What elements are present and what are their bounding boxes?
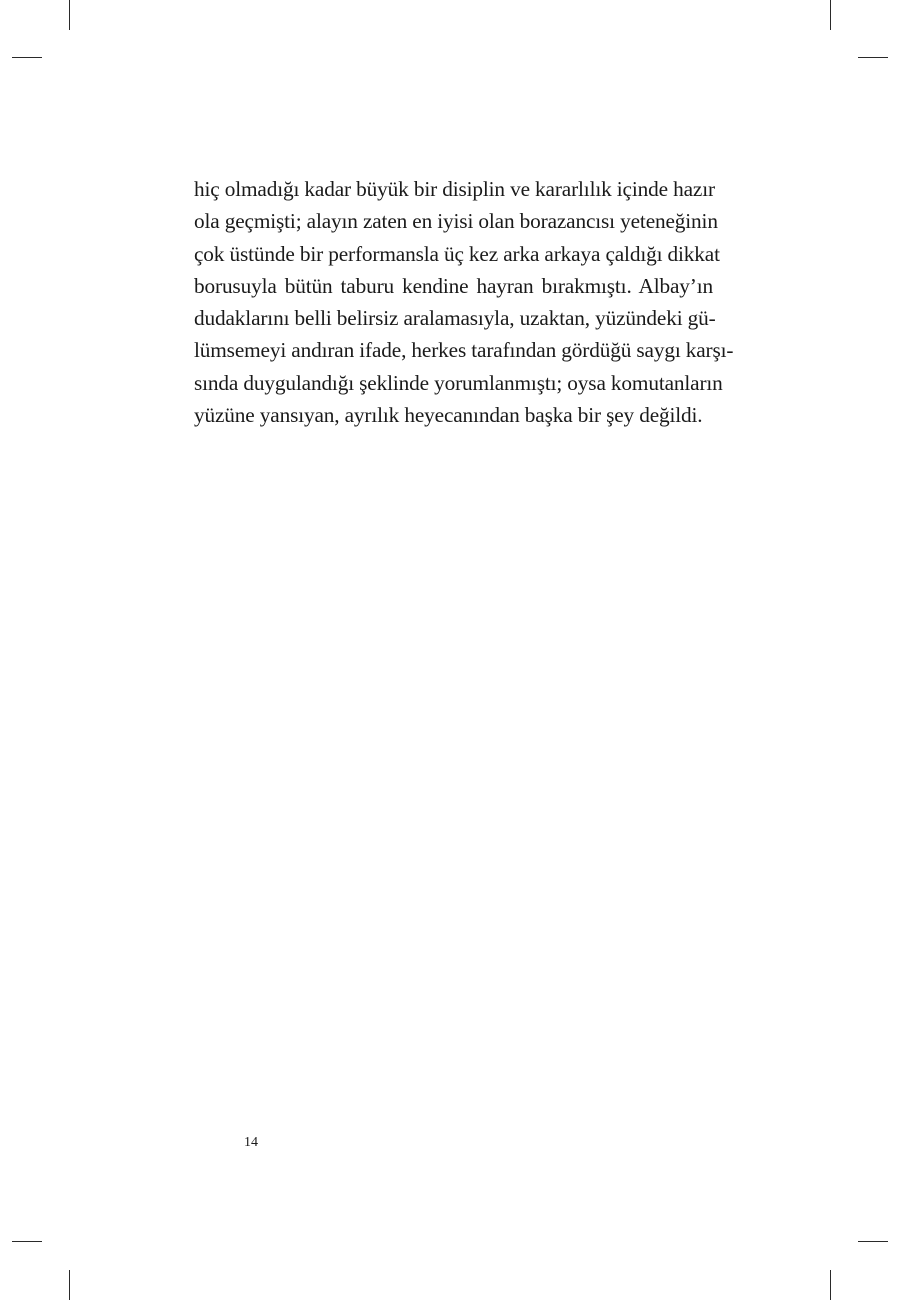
crop-mark-bottom-right-horizontal bbox=[858, 1241, 888, 1242]
text-line: ola geçmişti; alayın zaten en iyisi olan borazancısı yeteneğinin bbox=[194, 209, 718, 234]
crop-mark-bottom-left-vertical bbox=[69, 1270, 70, 1300]
text-line: sında duygulandığı şeklinde yorumlanmıştı; oysa komutanların bbox=[194, 370, 723, 395]
crop-mark-top-left-vertical bbox=[69, 0, 70, 30]
crop-mark-top-left-horizontal bbox=[12, 57, 42, 58]
text-line: lümsemeyi andıran ifade, herkes tarafından gördüğü saygı karşı- bbox=[194, 338, 734, 363]
text-line: dudaklarını belli belirsiz aralamasıyla, uzaktan, yüzündeki gü- bbox=[194, 306, 716, 331]
crop-mark-top-right-vertical bbox=[830, 0, 831, 30]
body-paragraph bbox=[194, 173, 734, 431]
crop-mark-top-right-horizontal bbox=[858, 57, 888, 58]
text-line: borusuyla bütün taburu kendine hayran bırakmıştı. Albay’ın bbox=[194, 273, 713, 298]
text-line: yüzüne yansıyan, ayrılık heyecanından başka bir şey değildi. bbox=[194, 403, 703, 428]
page-number: 14 bbox=[244, 1135, 258, 1150]
crop-mark-bottom-right-vertical bbox=[830, 1270, 831, 1300]
text-line: hiç olmadığı kadar büyük bir disiplin ve kararlılık içinde hazır bbox=[194, 177, 715, 201]
crop-mark-bottom-left-horizontal bbox=[12, 1241, 42, 1242]
text-line: çok üstünde bir performansla üç kez arka arkaya çaldığı dikkat bbox=[194, 241, 720, 266]
